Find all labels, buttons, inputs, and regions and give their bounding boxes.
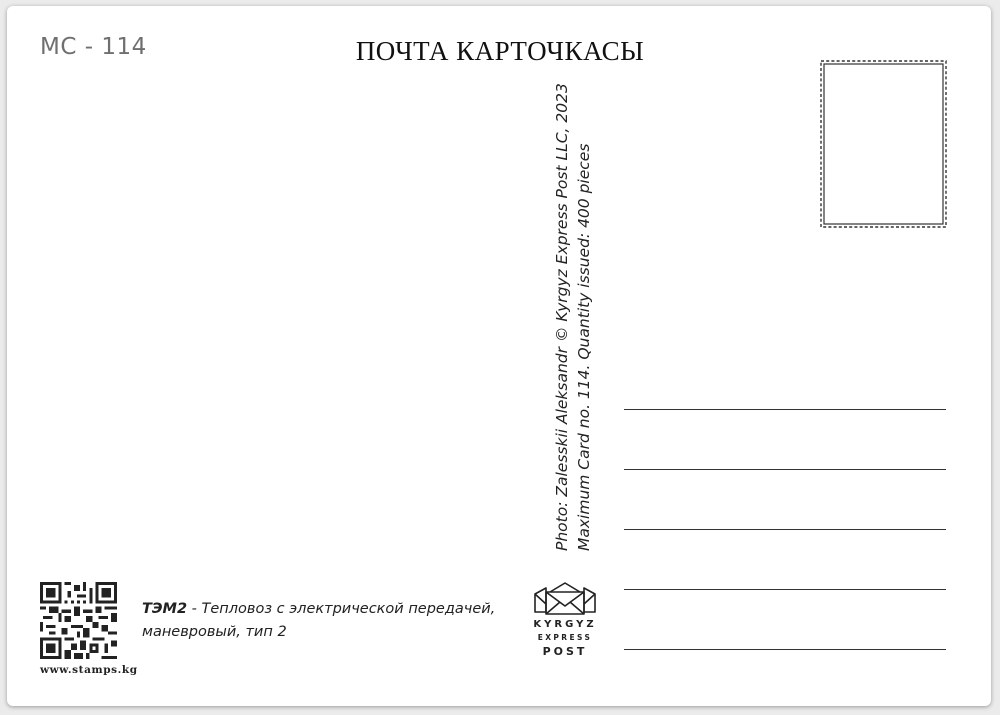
locomotive-name: ТЭМ2 — [142, 601, 188, 617]
address-line-3 — [624, 529, 946, 530]
website-link[interactable]: www.stamps.kg — [40, 664, 138, 676]
address-line-1 — [624, 409, 946, 410]
logo-line-2: EXPRESS — [537, 633, 593, 642]
address-line-4 — [624, 589, 946, 590]
kyrgyz-express-post-logo — [532, 582, 598, 662]
logo-line-3: POST — [542, 645, 588, 658]
address-line-5 — [624, 649, 946, 650]
credits-line-2: Maximum Card no. 114. Quantity issued: 400 pieces — [575, 143, 593, 551]
address-line-2 — [624, 469, 946, 470]
page-title: ПОЧТА КАРТОЧКАСЫ — [355, 36, 645, 66]
credits-block — [551, 83, 595, 551]
logo-line-1: KYRGYZ — [533, 619, 597, 630]
stamp-placeholder — [817, 57, 950, 231]
description-text: - Тепловоз с электрической передачей, маневровый, тип 2 — [142, 601, 496, 640]
description — [142, 598, 522, 644]
qr-code-icon — [40, 582, 117, 659]
card-code: MC - 114 — [40, 34, 147, 60]
envelopes-icon — [532, 582, 598, 618]
credits-line-1: Photo: Zalesskii Aleksandr © Kyrgyz Express Post LLC, 2023 — [553, 83, 571, 551]
